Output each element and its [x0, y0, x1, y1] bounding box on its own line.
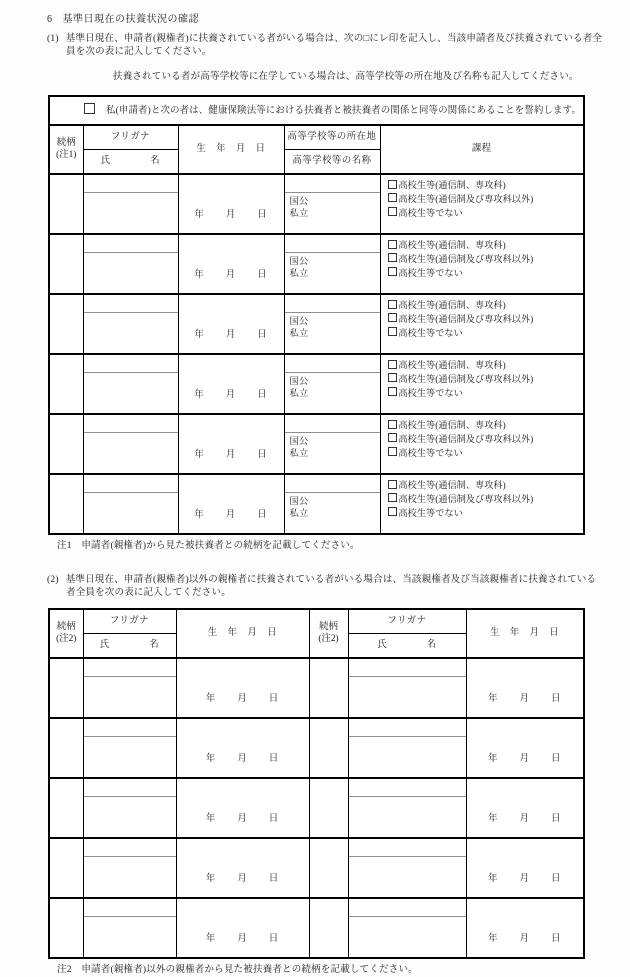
school-type-label: 国公 私立 [289, 436, 309, 458]
course-option-1[interactable]: 高校生等(通信制、専攻科) [388, 359, 580, 373]
relationship-cell[interactable] [49, 234, 83, 294]
school-location-field[interactable] [285, 415, 380, 433]
dependent-row [49, 354, 584, 414]
birthdate-label: 年 月 日 [205, 754, 280, 764]
school-location-field[interactable] [285, 235, 380, 253]
declaration-checkbox-icon[interactable] [84, 103, 95, 114]
course-option-1[interactable]: 高校生等(通信制、専攻科) [388, 419, 580, 433]
birthdate-cell[interactable] [178, 474, 284, 534]
name-cell[interactable] [348, 718, 466, 778]
birthdate-label: 年 月 日 [194, 510, 268, 520]
relationship-cell[interactable] [49, 174, 83, 234]
name-cell[interactable] [83, 778, 176, 838]
header-birthdate: 生 年 月 日 [176, 609, 309, 658]
footnote-2: 注2 申請者(親権者)以外の親権者から見た被扶養者との続柄を記載してください。 [57, 965, 418, 975]
table2-header-row-top [49, 609, 584, 634]
birthdate-cell[interactable] [466, 838, 584, 898]
checkbox-icon[interactable] [388, 300, 397, 309]
guardian-dependent-row [49, 898, 584, 958]
school-cell[interactable] [284, 294, 380, 354]
school-cell[interactable] [284, 414, 380, 474]
section-title: 基準日現在の扶養状況の確認 [62, 14, 199, 25]
instruction-text: 基準日現在、申請者(親権者)に扶養されている者がいる場合は、次の□にレ印を記入し、当該申請者及び扶養されている者全員を次の表に記入してください。 [65, 34, 603, 57]
checkbox-icon[interactable] [388, 360, 397, 369]
item-number: (1) [47, 34, 59, 44]
birthdate-label: 年 月 日 [194, 210, 268, 220]
birthdate-cell[interactable] [178, 354, 284, 414]
name-cell[interactable] [83, 838, 176, 898]
checkbox-icon[interactable] [388, 327, 397, 336]
school-location-field[interactable] [285, 355, 380, 373]
school-location-field[interactable] [285, 475, 380, 493]
checkbox-icon[interactable] [388, 240, 397, 249]
course-option-3[interactable]: 高校生等でない [388, 207, 580, 221]
school-type-label: 国公 私立 [289, 496, 309, 518]
checkbox-icon[interactable] [388, 493, 397, 502]
furigana-field[interactable] [349, 899, 466, 917]
checkbox-icon[interactable] [388, 207, 397, 216]
course-option-1[interactable]: 高校生等(通信制、専攻科) [388, 239, 580, 253]
name-cell[interactable] [83, 294, 178, 354]
course-option-3[interactable]: 高校生等でない [388, 387, 580, 401]
birthdate-label: 年 月 日 [194, 390, 268, 400]
course-cell [380, 474, 584, 534]
school-type-label: 国公 私立 [289, 316, 309, 338]
course-cell [380, 354, 584, 414]
name-cell[interactable] [83, 898, 176, 958]
birthdate-cell[interactable] [176, 778, 309, 838]
checkbox-icon[interactable] [388, 507, 397, 516]
checkbox-icon[interactable] [388, 433, 397, 442]
birthdate-cell[interactable] [466, 898, 584, 958]
birthdate-label: 年 月 日 [205, 694, 280, 704]
birthdate-cell[interactable] [176, 658, 309, 718]
birthdate-cell[interactable] [178, 174, 284, 234]
birthdate-label: 年 月 日 [487, 694, 562, 704]
checkbox-icon[interactable] [388, 480, 397, 489]
section1-instruction [47, 33, 604, 59]
furigana-field[interactable] [84, 839, 176, 857]
guardian-dependent-row [49, 778, 584, 838]
relationship-cell[interactable] [49, 354, 83, 414]
furigana-field[interactable] [84, 355, 178, 373]
furigana-field[interactable] [84, 719, 176, 737]
school-type-label: 国公 私立 [289, 196, 309, 218]
furigana-field[interactable] [349, 839, 466, 857]
guardian-dependent-row [49, 718, 584, 778]
course-option-1[interactable]: 高校生等(通信制、専攻科) [388, 179, 580, 193]
footnote-1: 注1 申請者(親権者)から見た被扶養者との続柄を記載してください。 [57, 541, 360, 551]
furigana-field[interactable] [84, 659, 176, 677]
furigana-field[interactable] [349, 779, 466, 797]
school-cell[interactable] [284, 354, 380, 414]
birthdate-label: 年 月 日 [205, 874, 280, 884]
relationship-cell[interactable] [49, 898, 83, 958]
name-cell[interactable] [83, 718, 176, 778]
header-furigana: フリガナ [83, 125, 178, 150]
header-course: 課程 [380, 125, 584, 174]
course-option-2[interactable]: 高校生等(通信制及び専攻科以外) [388, 373, 580, 387]
birthdate-label: 年 月 日 [205, 934, 280, 944]
relationship-cell[interactable] [309, 718, 348, 778]
checkbox-icon[interactable] [388, 180, 397, 189]
guardian-dependent-row [49, 838, 584, 898]
header-furigana: フリガナ [83, 609, 176, 634]
relationship-cell[interactable] [309, 778, 348, 838]
school-type-label: 国公 私立 [289, 256, 309, 278]
header-furigana: フリガナ [348, 609, 466, 634]
declaration-cell [49, 96, 584, 125]
birthdate-cell[interactable] [176, 898, 309, 958]
relationship-cell[interactable] [49, 474, 83, 534]
header-school-name: 高等学校等の名称 [284, 150, 380, 175]
course-cell [380, 234, 584, 294]
furigana-field[interactable] [84, 415, 178, 433]
birthdate-label: 年 月 日 [194, 270, 268, 280]
relationship-cell[interactable] [49, 414, 83, 474]
furigana-field[interactable] [84, 475, 178, 493]
checkbox-icon[interactable] [388, 420, 397, 429]
name-cell[interactable] [348, 658, 466, 718]
dependents-table-other-guardian [48, 608, 585, 959]
relationship-cell[interactable] [49, 294, 83, 354]
relationship-cell[interactable] [49, 658, 83, 718]
guardian-dependent-row [49, 658, 584, 718]
checkbox-icon[interactable] [388, 373, 397, 382]
school-type-label: 国公 私立 [289, 376, 309, 398]
school-cell[interactable] [284, 234, 380, 294]
furigana-field[interactable] [84, 175, 178, 193]
birthdate-label: 年 月 日 [487, 874, 562, 884]
course-option-3[interactable]: 高校生等でない [388, 267, 580, 281]
course-option-2[interactable]: 高校生等(通信制及び専攻科以外) [388, 433, 580, 447]
birthdate-cell[interactable] [176, 838, 309, 898]
header-school-location: 高等学校等の所在地 [284, 125, 380, 150]
header-relationship: 続柄 (注2) [309, 609, 348, 658]
furigana-field[interactable] [84, 779, 176, 797]
section-number: 6 [47, 14, 53, 25]
checkbox-icon[interactable] [388, 193, 397, 202]
relationship-cell[interactable] [49, 838, 83, 898]
name-cell[interactable] [348, 838, 466, 898]
school-location-field[interactable] [285, 295, 380, 313]
relationship-cell[interactable] [309, 658, 348, 718]
course-option-3[interactable]: 高校生等でない [388, 327, 580, 341]
birthdate-cell[interactable] [178, 234, 284, 294]
header-relationship: 続柄 (注1) [49, 125, 83, 174]
birthdate-cell[interactable] [466, 718, 584, 778]
birthdate-label: 年 月 日 [205, 814, 280, 824]
name-cell[interactable] [83, 354, 178, 414]
declaration-text: 私(申請者)と次の者は、健康保険法等における扶養者と被扶養者の関係と同等の関係にあることを誓約します。 [106, 106, 582, 116]
furigana-field[interactable] [84, 235, 178, 253]
course-cell [380, 174, 584, 234]
table1-header-row-top [49, 125, 584, 150]
checkbox-icon[interactable] [388, 267, 397, 276]
course-cell [380, 414, 584, 474]
furigana-field[interactable] [349, 719, 466, 737]
furigana-field[interactable] [84, 899, 176, 917]
dependent-row [49, 234, 584, 294]
relationship-cell[interactable] [309, 898, 348, 958]
school-location-field[interactable] [285, 175, 380, 193]
course-option-2[interactable]: 高校生等(通信制及び専攻科以外) [388, 193, 580, 207]
header-name: 氏 名 [83, 150, 178, 175]
checkbox-icon[interactable] [388, 387, 397, 396]
header-relationship: 続柄 (注2) [49, 609, 83, 658]
checkbox-icon[interactable] [388, 253, 397, 262]
name-cell[interactable] [83, 234, 178, 294]
header-birthdate: 生 年 月 日 [466, 609, 584, 658]
dependent-row [49, 414, 584, 474]
instruction-text: 基準日現在、申請者(親権者)以外の親権者に扶養されている者がいる場合は、当該親権者及び当該親権者に扶養されている者全員を次の表に記入してください。 [65, 575, 597, 598]
page-title [47, 13, 585, 26]
course-option-2[interactable]: 高校生等(通信制及び専攻科以外) [388, 253, 580, 267]
course-option-1[interactable]: 高校生等(通信制、専攻科) [388, 299, 580, 313]
header-name: 氏 名 [348, 634, 466, 659]
birthdate-cell[interactable] [178, 294, 284, 354]
name-cell[interactable] [348, 898, 466, 958]
course-cell [380, 294, 584, 354]
name-cell[interactable] [348, 778, 466, 838]
relationship-cell[interactable] [49, 718, 83, 778]
school-cell[interactable] [284, 474, 380, 534]
section2-instruction [47, 574, 604, 600]
birthdate-label: 年 月 日 [487, 754, 562, 764]
checkbox-icon[interactable] [388, 313, 397, 322]
birthdate-label: 年 月 日 [487, 934, 562, 944]
birthdate-label: 年 月 日 [194, 330, 268, 340]
dependents-table-applicant [48, 95, 585, 535]
name-cell[interactable] [83, 658, 176, 718]
header-birthdate: 生 年 月 日 [178, 125, 284, 174]
course-option-2[interactable]: 高校生等(通信制及び専攻科以外) [388, 313, 580, 327]
name-cell[interactable] [83, 414, 178, 474]
section1-sub-instruction: 扶養されている者が高等学校等に在学している場合は、高等学校等の所在地及び名称も記入してください。 [113, 72, 579, 82]
birthdate-label: 年 月 日 [487, 814, 562, 824]
name-cell[interactable] [83, 174, 178, 234]
course-option-2[interactable]: 高校生等(通信制及び専攻科以外) [388, 493, 580, 507]
birthdate-label: 年 月 日 [194, 450, 268, 460]
dependent-row [49, 294, 584, 354]
name-cell[interactable] [83, 474, 178, 534]
birthdate-cell[interactable] [176, 718, 309, 778]
item-number: (2) [47, 575, 59, 585]
course-option-3[interactable]: 高校生等でない [388, 447, 580, 461]
header-name: 氏 名 [83, 634, 176, 659]
birthdate-cell[interactable] [466, 778, 584, 838]
course-option-1[interactable]: 高校生等(通信制、専攻科) [388, 479, 580, 493]
birthdate-cell[interactable] [178, 414, 284, 474]
relationship-cell[interactable] [309, 838, 348, 898]
birthdate-cell[interactable] [466, 658, 584, 718]
dependent-row [49, 174, 584, 234]
checkbox-icon[interactable] [388, 447, 397, 456]
course-option-3[interactable]: 高校生等でない [388, 507, 580, 521]
declaration-row [49, 96, 584, 125]
furigana-field[interactable] [349, 659, 466, 677]
relationship-cell[interactable] [49, 778, 83, 838]
furigana-field[interactable] [84, 295, 178, 313]
dependent-row [49, 474, 584, 534]
school-cell[interactable] [284, 174, 380, 234]
